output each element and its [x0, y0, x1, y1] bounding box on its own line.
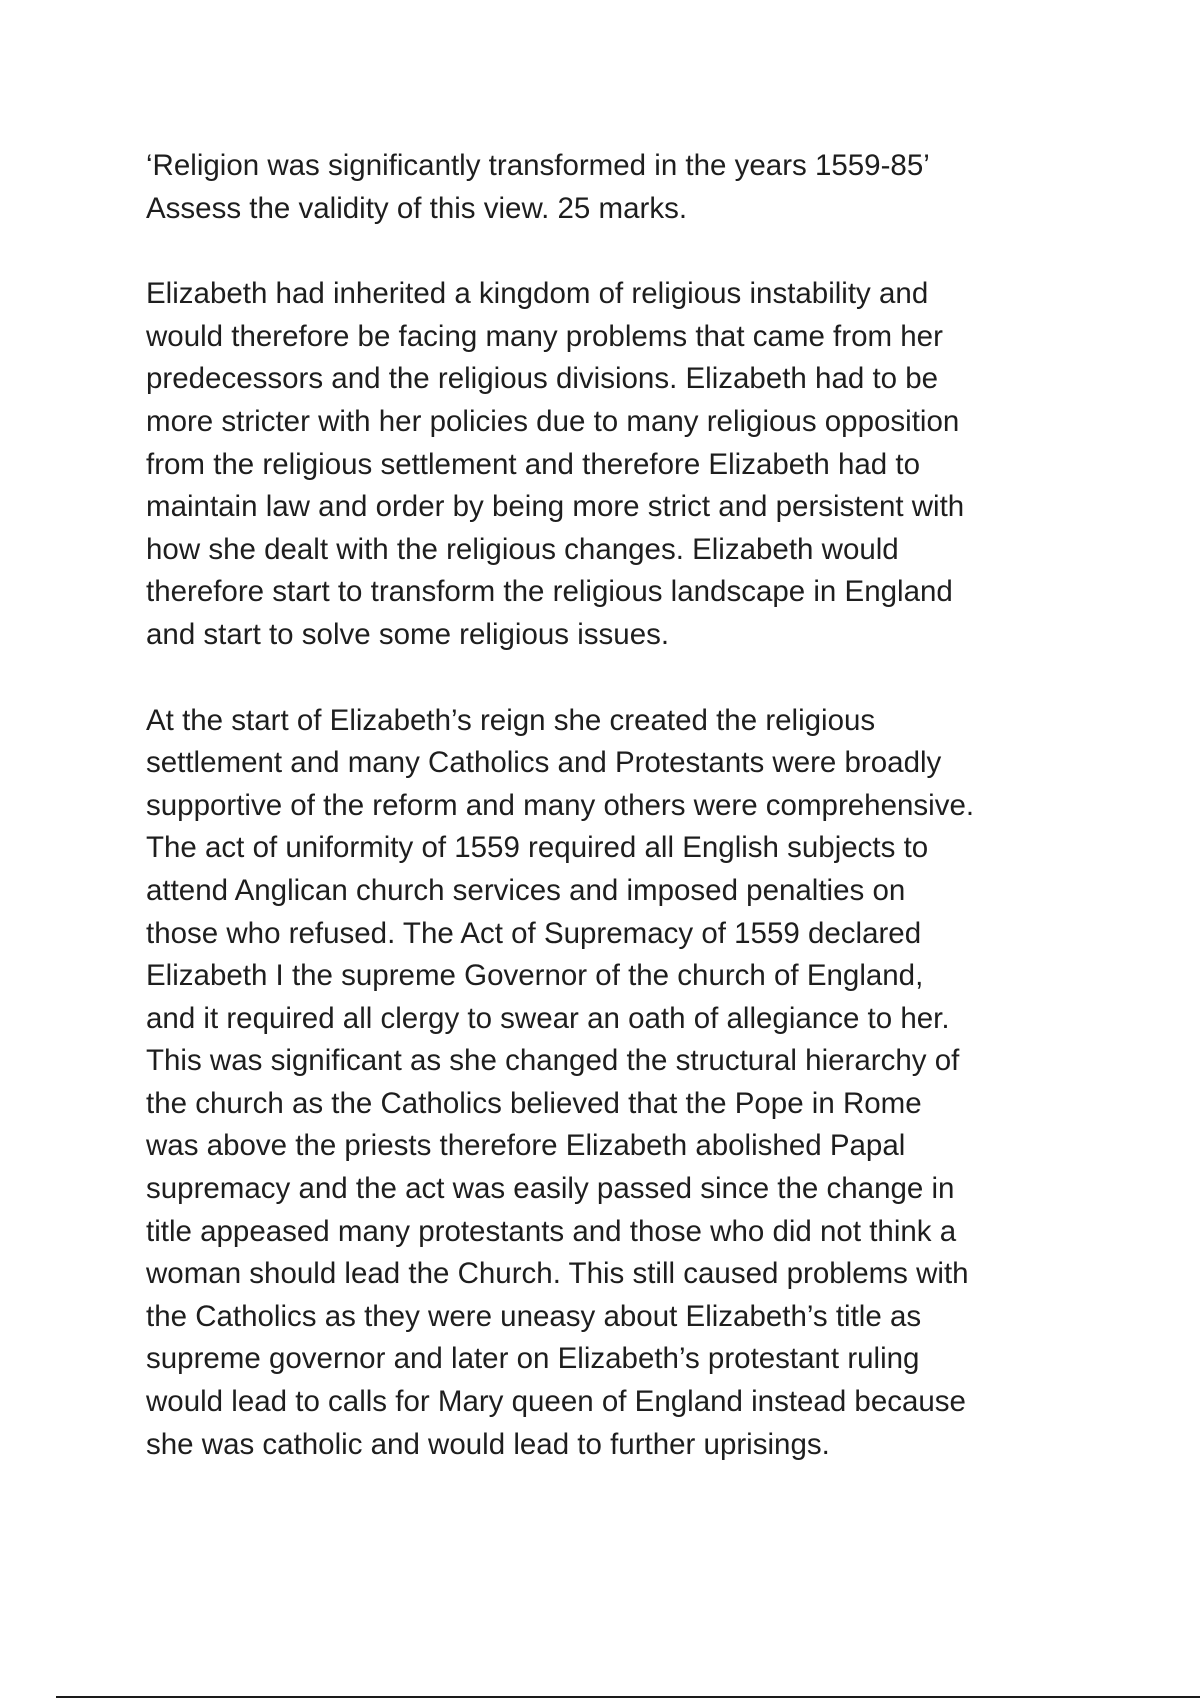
essay-question-title: ‘Religion was significantly transformed in the years 1559-85’	[146, 149, 930, 182]
page-bottom-rule	[56, 1696, 1200, 1698]
essay-body	[146, 145, 1076, 1509]
essay-question-instruction: Assess the validity of this view. 25 marks.	[146, 191, 688, 225]
essay-question	[146, 145, 1076, 230]
essay-paragraph-intro: Elizabeth had inherited a kingdom of religious instability and would therefore be facing many problems that came from her predecessors and the religious divisions. Elizabeth had to be more stricter with her policies due to many religious opposition from the religious settlement and therefore Elizabeth had to maintain law and order by being more strict and persistent with how she dealt with the religious changes. Elizabeth would therefore start to transform the religious landscape in England and start to solve some religious issues.	[146, 277, 965, 651]
essay-paragraph-settlement: At the start of Elizabeth’s reign she created the religious settlement and many Catholics and Protestants were broadly supportive of the reform and many others were comprehensive. The act of uniformity of 1559 required all English subjects to attend Anglican church services and imposed penalties on those who refused. The Act of Supremacy of 1559 declared Elizabeth I the supreme Governor of the church of England, and it required all clergy to swear an oath of allegiance to her. This was significant as she changed the structural hierarchy of the church as the Catholics believed that the Pope in Rome was above the priests therefore Elizabeth abolished Papal supremacy and the act was easily passed since the change in title appeased many protestants and those who did not think a woman should lead the Church. This still caused problems with the Catholics as they were uneasy about Elizabeth’s title as supreme governor and later on Elizabeth’s protestant ruling would lead to calls for Mary queen of England instead because she was catholic and would lead to further uprisings.	[146, 703, 975, 1461]
